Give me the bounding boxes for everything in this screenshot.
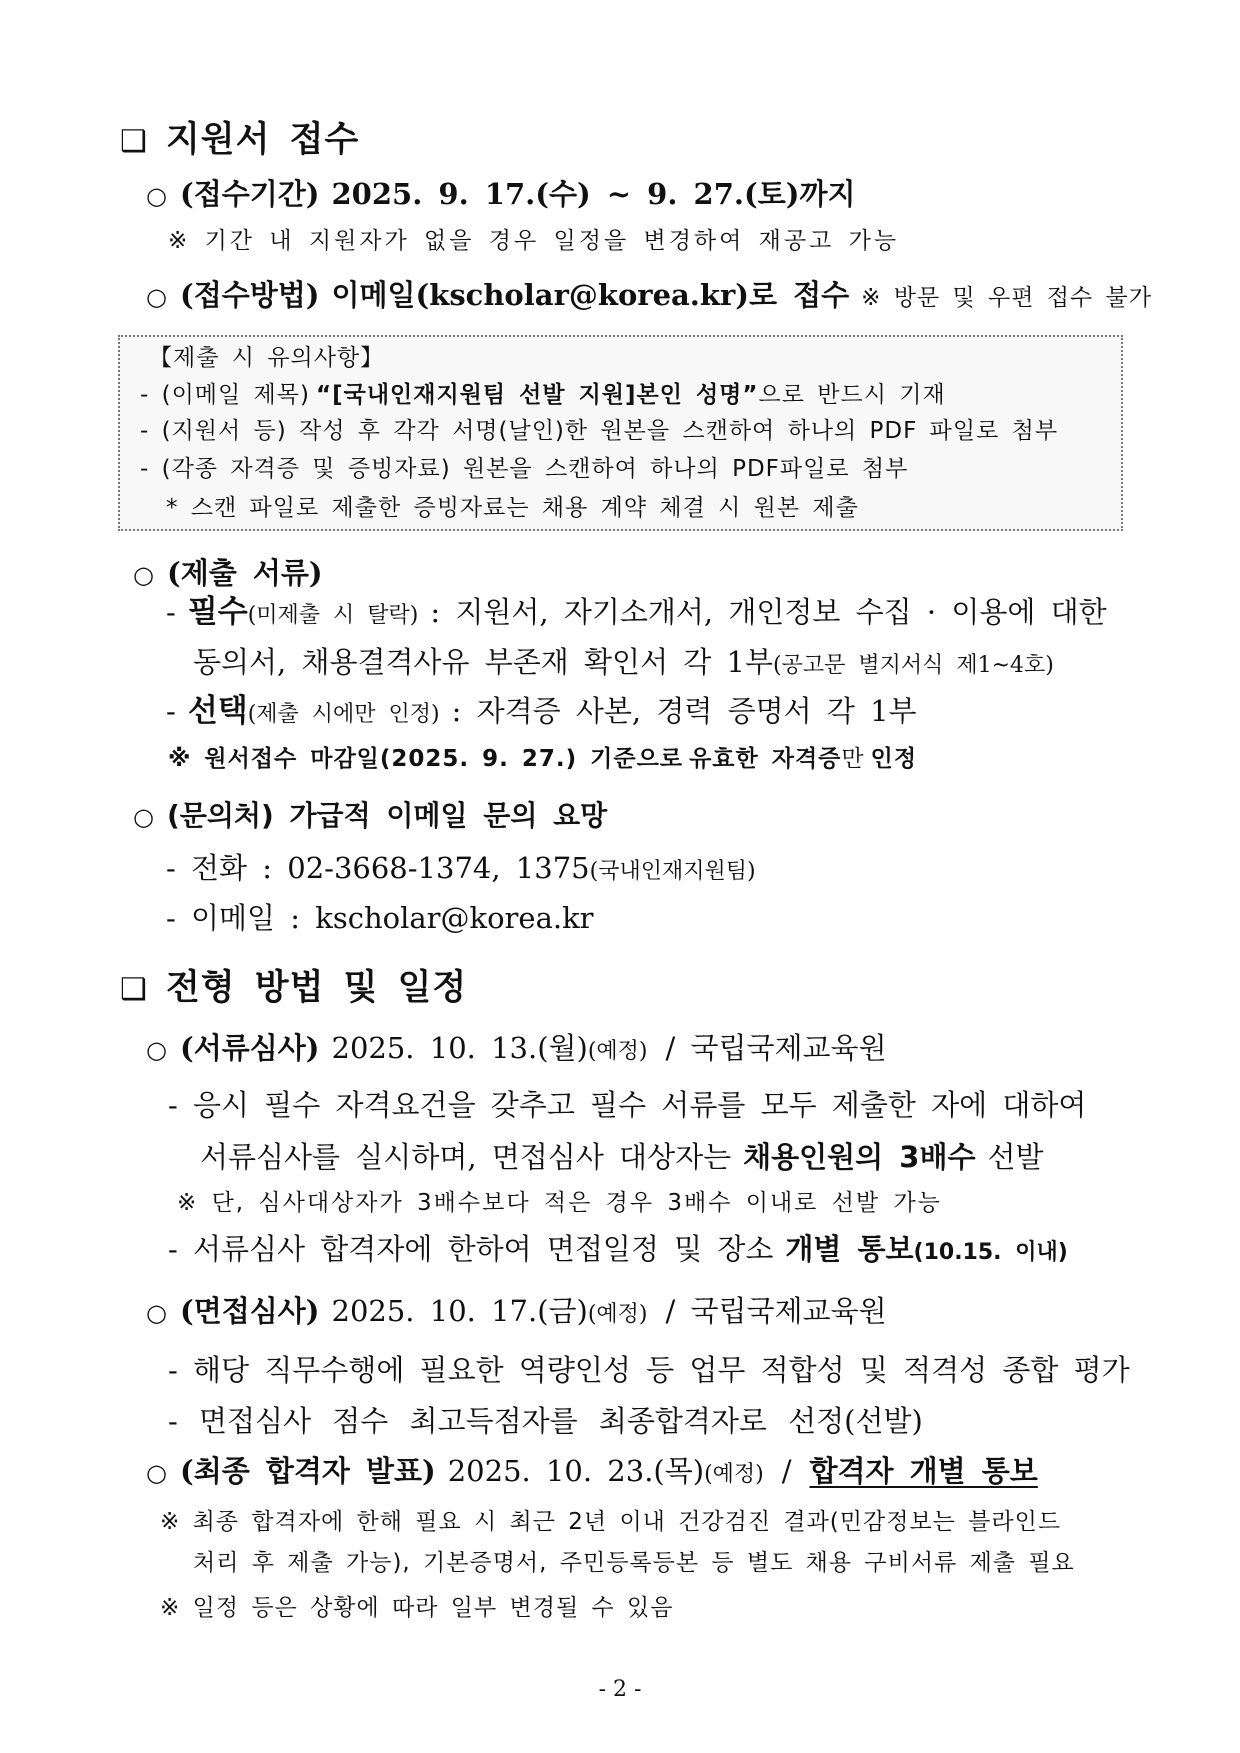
required-label: 필수 xyxy=(187,594,248,630)
application-period xyxy=(146,172,855,216)
screening-line3-prefix: - 서류심사 합격자에 한하여 면접일정 및 장소 xyxy=(168,1232,774,1266)
square-bullet-icon: ❑ xyxy=(120,972,148,1007)
notice-item-certificates: - (각종 자격증 및 증빙자료) 원본을 스캔하여 하나의 PDF파일로 첨부 xyxy=(140,456,909,482)
circle-bullet-icon: ○ xyxy=(146,182,167,210)
screening-line1: - 응시 필수 자격요건을 갖추고 필수 서류를 모두 제출한 자에 대하여 xyxy=(168,1088,1087,1122)
interview-tentative: (예정) xyxy=(587,1302,648,1327)
notice-item-emphasis: “[국내인재지원팀 선발 지원]본인 성명” xyxy=(315,382,759,408)
required-condition: (미제출 시 탈락) xyxy=(247,603,419,628)
contact-phone xyxy=(166,846,756,890)
method-note: ※ 방문 및 우편 접수 불가 xyxy=(861,285,1152,311)
notice-item-prefix: - (이메일 제목) xyxy=(140,382,310,408)
screening-line2-suffix: 선발 xyxy=(987,1140,1044,1174)
period-note: ※ 기간 내 지원자가 없을 경우 일정을 변경하여 재공고 가능 xyxy=(168,228,900,254)
screening-date: 2025. 10. 13.(월) xyxy=(331,1031,588,1065)
final-announce: 합격자 개별 통보 xyxy=(809,1454,1038,1488)
circle-bullet-icon: ○ xyxy=(146,1036,167,1064)
method-value: 이메일(kscholar@korea.kr)로 접수 xyxy=(331,278,850,312)
document-screening-heading xyxy=(146,1026,887,1070)
screening-line3-deadline: (10.15. 이내) xyxy=(913,1240,1068,1265)
final-note2: ※ 일정 등은 상황에 따라 일부 변경될 수 있음 xyxy=(160,1595,674,1621)
final-slash: / xyxy=(781,1454,792,1488)
final-announcement-heading xyxy=(146,1449,1038,1493)
note-middle: 만 xyxy=(841,746,865,772)
required-documents-heading xyxy=(133,551,323,595)
note-end: 인정 xyxy=(870,746,918,772)
page-number: - 2 - xyxy=(598,1677,642,1702)
notice-item-original-submission: * 스캔 파일로 제출한 증빙자료는 채용 계약 체결 시 원본 제출 xyxy=(166,495,859,521)
screening-note: ※ 단, 심사대상자가 3배수보다 적은 경우 3배수 이내로 선발 가능 xyxy=(177,1190,942,1216)
certificate-validity-note xyxy=(168,737,917,781)
screening-tentative: (예정) xyxy=(587,1039,648,1064)
notice-box-title: 【제출 시 유의사항】 xyxy=(149,345,385,371)
circle-bullet-icon: ○ xyxy=(133,803,154,831)
circle-bullet-icon: ○ xyxy=(146,1299,167,1327)
circle-bullet-icon: ○ xyxy=(146,1459,167,1487)
screening-line3-emphasis: 개별 통보 xyxy=(785,1232,914,1266)
interview-label: (면접심사) xyxy=(180,1294,320,1328)
required-documents-line1 xyxy=(166,590,1107,634)
square-bullet-icon: ❑ xyxy=(120,124,148,159)
interview-heading xyxy=(146,1289,887,1333)
screening-line2-prefix: 서류심사를 실시하며, 면접심사 대상자는 xyxy=(200,1140,732,1174)
circle-bullet-icon: ○ xyxy=(146,283,167,311)
section-title: 지원서 접수 xyxy=(166,120,360,160)
dash-bullet: - xyxy=(166,595,176,629)
optional-condition: (제출 시에만 인정) xyxy=(247,702,440,727)
section-title: 전형 방법 및 일정 xyxy=(166,968,468,1008)
final-date: 2025. 10. 23.(목) xyxy=(447,1454,705,1488)
optional-label: 선택 xyxy=(187,693,248,729)
interview-line1: - 해당 직무수행에 필요한 역량인성 등 업무 적합성 및 적격성 종합 평가 xyxy=(168,1353,1130,1387)
method-label: (접수방법) xyxy=(180,278,320,312)
notice-item-application-form: - (지원서 등) 작성 후 각각 서명(날인)한 원본을 스캔하여 하나의 PDF 파일로 첨부 xyxy=(140,418,1059,444)
screening-label: (서류심사) xyxy=(180,1031,320,1065)
interview-line2: - 면접심사 점수 최고득점자를 최종합격자로 선정(선발) xyxy=(168,1404,923,1438)
final-label: (최종 합격자 발표) xyxy=(180,1454,436,1488)
note-emphasis: 유효한 자격증 xyxy=(689,746,842,772)
submission-notice-box xyxy=(118,335,1123,531)
dash-bullet: - xyxy=(166,694,176,728)
phone-text: - 전화 : 02-3668-1374, 1375 xyxy=(166,851,590,885)
section-heading-application xyxy=(120,118,359,162)
screening-place: / 국립국제교육원 xyxy=(665,1031,887,1065)
required-reference: (공고문 별지서식 제1~4호) xyxy=(773,653,1054,678)
screening-line2 xyxy=(200,1135,1044,1179)
phone-team: (국내인재지원팀) xyxy=(589,859,756,884)
contact-heading xyxy=(133,794,607,838)
optional-documents-line xyxy=(166,689,917,733)
period-label: (접수기간) xyxy=(180,177,320,211)
section-heading-selection xyxy=(120,966,467,1010)
documents-label: (제출 서류) xyxy=(167,556,323,590)
final-note1-line2: 처리 후 제출 가능), 기본증명서, 주민등록등본 등 별도 채용 구비서류 제출 필요 xyxy=(193,1550,1075,1576)
screening-line3 xyxy=(168,1227,1068,1271)
interview-date: 2025. 10. 17.(금) xyxy=(331,1294,588,1328)
circle-bullet-icon: ○ xyxy=(133,561,154,589)
contact-email: - 이메일 : kscholar@korea.kr xyxy=(166,901,594,935)
required-text-line2: 동의서, 채용결격사유 부존재 확인서 각 1부 xyxy=(193,645,773,679)
application-method xyxy=(146,273,1152,317)
period-value: 2025. 9. 17.(수) ~ 9. 27.(토)까지 xyxy=(331,177,856,211)
interview-place: / 국립국제교육원 xyxy=(665,1294,887,1328)
final-note1-line1: ※ 최종 합격자에 한해 필요 시 최근 2년 이내 건강검진 결과(민감정보는 블라인드 xyxy=(160,1509,1062,1535)
screening-line2-emphasis: 채용인원의 3배수 xyxy=(743,1140,976,1174)
required-text-line1: : 지원서, 자기소개서, 개인정보 수집 · 이용에 대한 xyxy=(430,595,1107,629)
contact-label: (문의처) 가급적 이메일 문의 요망 xyxy=(167,799,608,832)
notice-item-suffix: 으로 반드시 기재 xyxy=(758,382,946,408)
required-documents-line2 xyxy=(193,640,1054,684)
notice-item-email-subject xyxy=(140,377,946,413)
final-tentative: (예정) xyxy=(704,1462,764,1487)
note-prefix: ※ 원서접수 마감일(2025. 9. 27.) 기준으로 xyxy=(168,746,684,772)
optional-text: : 자격증 사본, 경력 증명서 각 1부 xyxy=(451,694,917,728)
